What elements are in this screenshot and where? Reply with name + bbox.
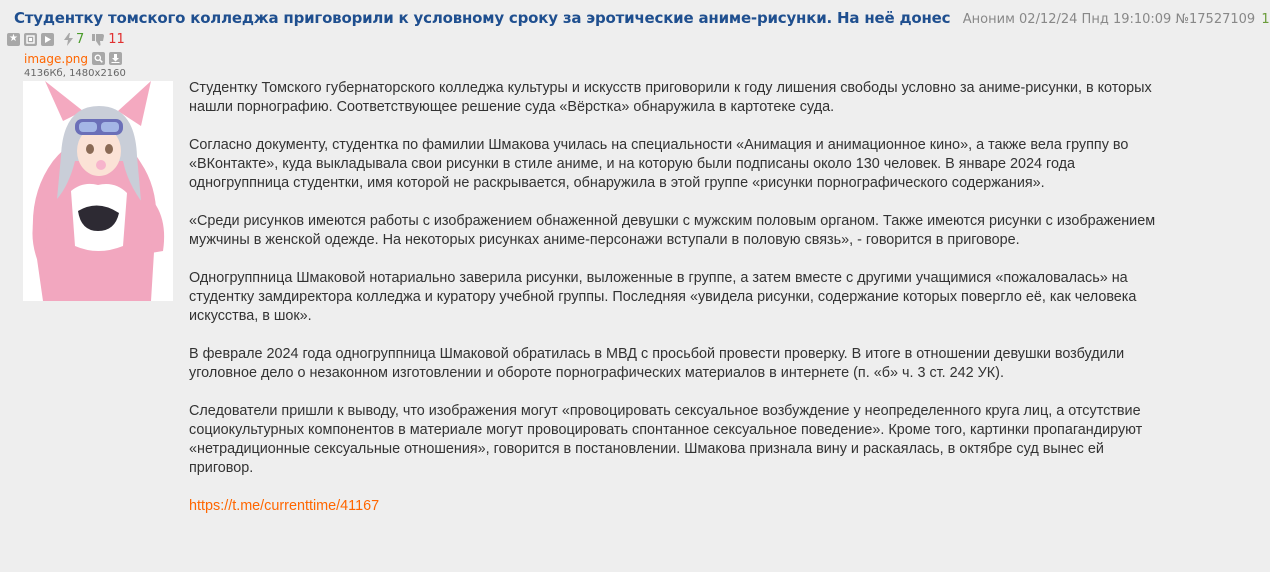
post-paragraph: Одногруппница Шмаковой нотариально заверила рисунки, выложенные в группе, а затем вместе с другими учащимися «пожаловалась» на студентку замдиректора колледжа и куратору учебной группы. Последняя «увидела рисунки, содержание которых повергло её, как человека искусства, в шок». — [189, 270, 1137, 324]
thumbs-down-icon — [92, 33, 105, 46]
dislike-count: 11 — [108, 31, 125, 47]
file-info — [24, 51, 126, 79]
hide-icon[interactable] — [24, 33, 37, 46]
file-size: 4136Кб, 1480x2160 — [24, 68, 126, 79]
post-body — [189, 79, 1159, 535]
post-image-thumbnail[interactable] — [23, 81, 173, 301]
star-icon[interactable]: ★ — [7, 33, 20, 46]
post-author: Аноним — [962, 12, 1015, 27]
post-paragraph: Следователи пришли к выводу, что изображения могут «провоцировать сексуальное возбуждение у неопределенного круга лиц, а отсутствие социокультурных компонентов в материале могут провоцировать спонтанное сексуальное поведение». Кроме того, картинки пропагандируют «нетрадиционные сексуальные отношения», говорится в постановлении. Шмакова признала вину и раскаялась, в октябре суд вынес ей приговор. — [189, 403, 1143, 476]
post-paragraph: Согласно документу, студентка по фамилии Шмакова училась на специальности «Анимация и анимационное кино», а также вела группу во «ВКонтакте», куда выкладывала свои рисунки в стиле аниме, и на которую были подписаны около 130 человек. В январе 2024 года одногруппница студентки, имя которой не раскрывается, обнаружила в этой группе «рисунки порнографического содержания». — [189, 137, 1129, 191]
post-paragraph: В феврале 2024 года одногруппница Шмаковой обратилась в МВД с просьбой провести проверку. В итоге в отношении девушки возбудили уголовное дело о незаконном изготовлении и обороте порнографических материалов в интернете (п. «б» ч. 3 ст. 242 УК). — [189, 346, 1125, 381]
post-toolbar — [7, 31, 125, 47]
download-icon[interactable] — [109, 52, 122, 65]
post-datetime: 02/12/24 Пнд 19:10:09 — [1019, 12, 1172, 27]
source-link[interactable]: https://t.me/currenttime/41167 — [189, 498, 380, 514]
like-button[interactable] — [64, 32, 84, 47]
lightning-icon — [64, 33, 73, 46]
reply-count[interactable]: 1 — [1261, 12, 1270, 27]
dislike-button[interactable] — [92, 32, 125, 47]
post-subject: Студентку томского колледжа приговорили к условному сроку за эротические аниме-рисунки. На неё донес — [14, 9, 951, 27]
post-header — [14, 9, 1270, 33]
post-paragraph: «Среди рисунков имеются работы с изображением обнаженной девушки с мужским половым органом. Также имеются рисунки с изображением мужчины в женской одежде. На некоторых рисунках аниме-персонажи вступали в половую связь», - говорится в приговоре. — [189, 213, 1156, 248]
search-icon[interactable] — [92, 52, 105, 65]
play-icon[interactable] — [41, 33, 54, 46]
post-number[interactable]: №17527109 — [1175, 12, 1256, 27]
post-meta — [963, 12, 1270, 27]
like-count: 7 — [76, 31, 85, 47]
post-paragraph: Студентку Томского губернаторского колледжа культуры и искусств приговорили к году лишения свободы условно за аниме-рисунки, в которых нашли порнографию. Соответствующее решение суда «Вёрстка» обнаружила в картотеке суда. — [189, 80, 1152, 115]
file-name-link[interactable]: image.png — [24, 51, 89, 66]
